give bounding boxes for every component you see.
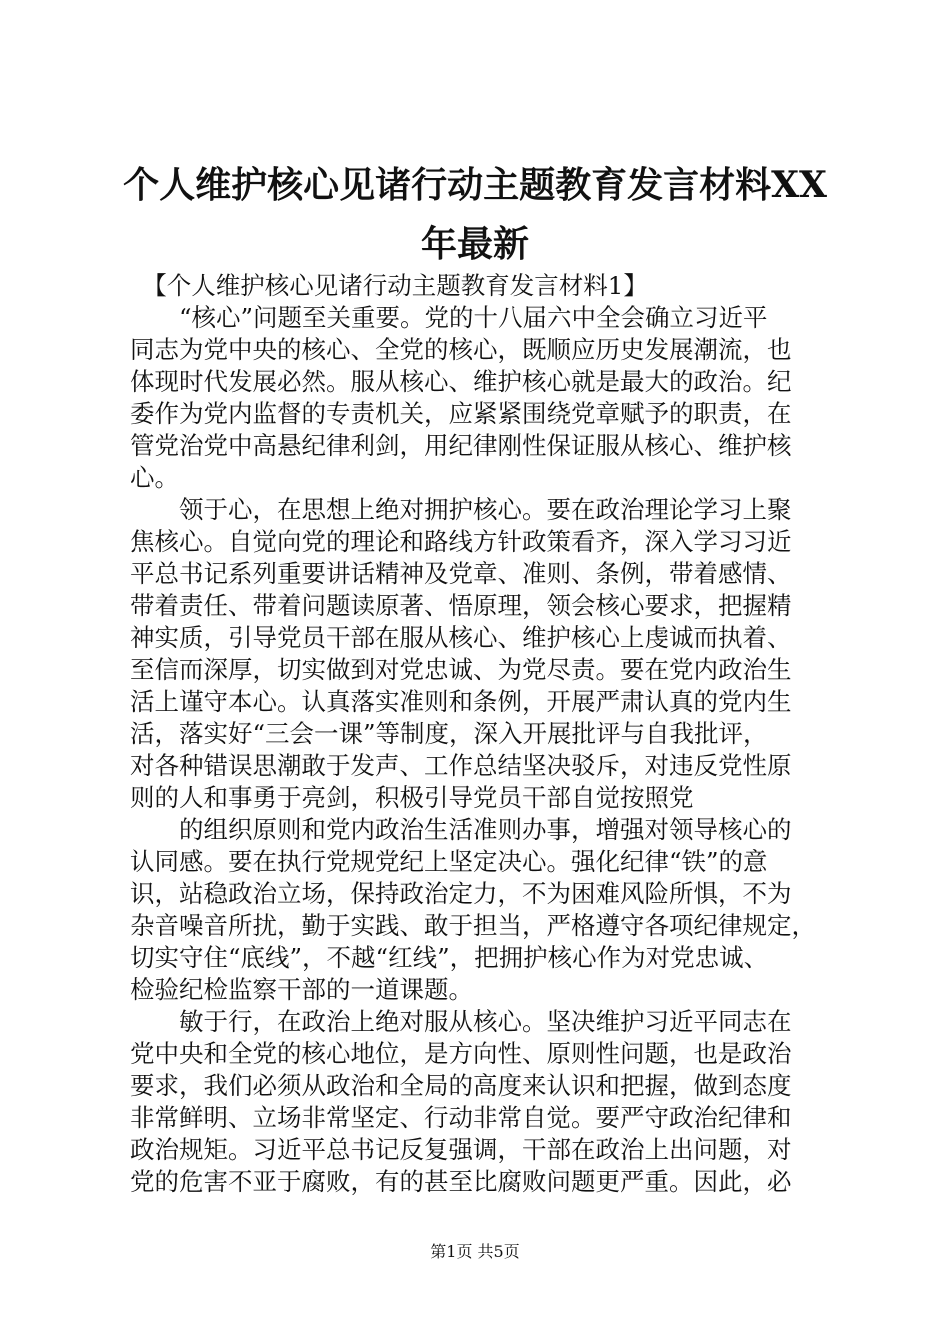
body-line: 委作为党内监督的专责机关，应紧紧围绕党章赋予的职责，在 <box>130 399 792 428</box>
body-line: 领于心，在思想上绝对拥护核心。要在政治理论学习上聚 <box>130 495 792 524</box>
body-line: 政治规矩。习近平总书记反复强调，干部在政治上出问题，对 <box>130 1135 792 1164</box>
body-line: 敏于行，在政治上绝对服从核心。坚决维护习近平同志在 <box>130 1007 792 1036</box>
body-line: 平总书记系列重要讲话精神及党章、准则、条例，带着感情、 <box>130 559 792 588</box>
body-line: 同志为党中央的核心、全党的核心，既顺应历史发展潮流，也 <box>130 335 792 364</box>
body-line: 党的危害不亚于腐败，有的甚至比腐败问题更严重。因此，必 <box>130 1167 792 1196</box>
page-footer: 第1页 共5页 <box>430 1242 520 1261</box>
body-line: 识，站稳政治立场，保持政治定力，不为困难风险所惧，不为 <box>130 879 792 908</box>
body-line: “核心”问题至关重要。党的十八届六中全会确立习近平 <box>130 303 768 332</box>
body-line: 对各种错误思潮敢于发声、工作总结坚决驳斥，对违反党性原 <box>130 751 792 780</box>
body-line: 要求，我们必须从政治和全局的高度来认识和把握，做到态度 <box>130 1071 792 1100</box>
body-line: 则的人和事勇于亮剑，积极引导党员干部自觉按照党 <box>130 783 694 812</box>
body-line: 认同感。要在执行党规党纪上坚定决心。强化纪律“铁”的意 <box>130 847 768 876</box>
body-line: 心。 <box>130 463 179 492</box>
body-line: 党中央和全党的核心地位，是方向性、原则性问题，也是政治 <box>130 1039 792 1068</box>
document-title-line-2: 年最新 <box>420 223 529 265</box>
body-line: 至信而深厚，切实做到对党忠诚、为党尽责。要在党内政治生 <box>130 655 792 684</box>
body-line: 体现时代发展必然。服从核心、维护核心就是最大的政治。纪 <box>130 367 792 396</box>
body-line: 的组织原则和党内政治生活准则办事，增强对领导核心的 <box>130 815 792 844</box>
body-line: 杂音噪音所扰，勤于实践、敢于担当，严格遵守各项纪律规定， <box>130 911 816 940</box>
body-line: 检验纪检监察干部的一道课题。 <box>130 975 473 1004</box>
body-line: 活，落实好“三会一课”等制度，深入开展批评与自我批评， <box>130 719 768 748</box>
body-line: 切实守住“底线”，不越“红线”，把拥护核心作为对党忠诚、 <box>130 943 769 972</box>
body-line: 非常鲜明、立场非常坚定、行动非常自觉。要严守政治纪律和 <box>130 1103 792 1132</box>
body-line: 带着责任、带着问题读原著、悟原理，领会核心要求，把握精 <box>130 591 792 620</box>
body-line: 神实质，引导党员干部在服从核心、维护核心上虔诚而执着、 <box>130 623 792 652</box>
body-line: 【个人维护核心见诸行动主题教育发言材料1】 <box>130 271 648 300</box>
body-line: 焦核心。自觉向党的理论和路线方针政策看齐，深入学习习近 <box>130 527 792 556</box>
body-line: 管党治党中高悬纪律利剑，用纪律刚性保证服从核心、维护核 <box>130 431 792 460</box>
body-line: 活上谨守本心。认真落实准则和条例，开展严肃认真的党内生 <box>130 687 792 716</box>
document-title-line-1: 个人维护核心见诸行动主题教育发言材料XX <box>123 164 827 206</box>
